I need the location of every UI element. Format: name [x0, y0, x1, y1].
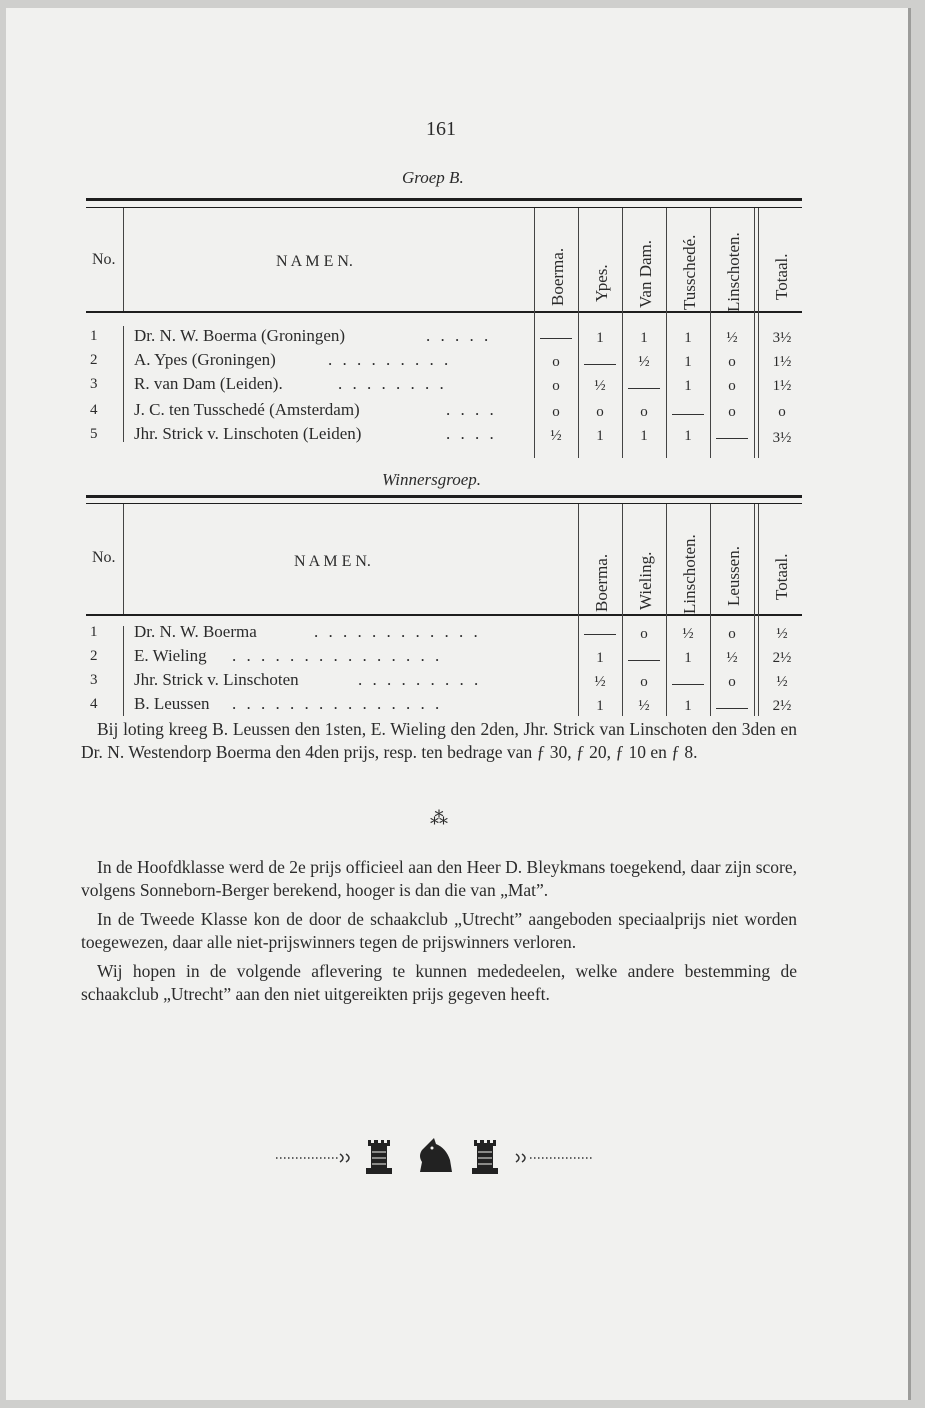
- table-caption: Winnersgroep.: [382, 470, 482, 489]
- col-header-no: No.: [92, 251, 116, 268]
- asterism: ⁂: [430, 808, 448, 828]
- col-header: Linschoten.: [724, 232, 743, 312]
- col-header: Boerma.: [592, 553, 611, 612]
- col-header: Boerma.: [548, 247, 567, 306]
- table-header-rule: [86, 614, 802, 616]
- table-top-rule-thin: [86, 503, 802, 504]
- page-number: 161: [426, 118, 456, 140]
- col-header: Totaal.: [772, 253, 791, 300]
- paragraph-closing: Wij hopen in de volgende aflevering te kunnen mededeelen, welke andere bestemming de schaakclub „Utrecht” aan den niet uitgereikten prijs gegeven heeft.: [81, 961, 797, 1004]
- table-top-rule: [86, 198, 802, 201]
- col-header: Wieling.: [636, 551, 655, 610]
- rook-icon: [366, 1140, 392, 1174]
- table-top-rule-thin: [86, 207, 802, 208]
- col-header-namen: N A M E N.: [294, 553, 371, 570]
- col-header-namen: N A M E N.: [276, 253, 353, 270]
- paragraph-hoofdklasse: In de Hoofdklasse werd de 2e prijs officieel aan den Heer D. Bleykmans toegekend, daar zijn score, volgens Sonneborn-Berger berekend, hooger is dan die van „Mat”.: [81, 857, 797, 900]
- col-header: Totaal.: [772, 553, 791, 600]
- col-header-no: No.: [92, 549, 116, 566]
- rook-icon: [472, 1140, 498, 1174]
- chess-ornament: [276, 1136, 596, 1176]
- table-header-rule: [86, 311, 802, 313]
- col-header: Ypes.: [592, 264, 611, 302]
- paragraph-prizes: Bij loting kreeg B. Leussen den 1sten, E. Wieling den 2den, Jhr. Strick van Linschoten den 3den en Dr. N. Westendorp Boerma den 4den prijs, resp. ten bedrage van ƒ 30, ƒ 20, ƒ 10 en ƒ 8.: [81, 719, 797, 762]
- page: 161 Groep B. No. N A M E N. Boerma. Ypes. Van Dam. Tusschedé. Linschoten. Totaal. 1 Dr. N. W. Boerma (Groningen) . . . . . 1 1 1 ½ 3½ 2 A. Ypes (Groningen) . . . . . . . . . o ½ 1 o 1½ 3 R. van Dam (Leiden). . . . . . . . . o ½ 1 o 1½ 4 J. C. ten Tusschedé (Amsterdam) . . . . o o o o o 5 Jhr. Strick v. Linschoten (Leiden) . . . . ½ 1 1 1 3½ Winnersgroep. No. N A M E N. Boerma. Wieling. Linschoten. Leussen. Totaal. 1 Dr. N. W. Boerma . . . . . . . . . . . . o ½ o ½ 2 E. Wieling . . . . . . . . . . . . . . . 1 1 ½ 2½ 3 Jhr. Strick v. Linschoten . . . . . . . . . ½ o o ½ 4 B. Leussen . . . . . . . . . . . . . . . 1 ½ 1 2½ Bij loting kreeg B. Leussen den 1sten, E. Wieling den 2den, Jhr. Strick van Linschoten den 3den en Dr. N. Westendorp Boerma den 4den prijs, resp. ten bedrage van ƒ 30, ƒ 20, ƒ 10 en ƒ 8. ⁂ In de Hoofdklasse werd de 2e prijs officieel aan den Heer D. Bleykmans toegekend, daar zijn score, volgens Sonneborn-Berger berekend, hooger is dan die van „Mat”. In de Tweede Klasse kon de door de schaakclub „Utrecht” aangeboden speciaalprijs niet worden toegewezen, daar alle niet-prijswinners tegen de prijswinners verloren. Wij hopen in de volgende aflevering te kunnen mededeelen, welke andere bestemming de schaakclub „Utrecht” aan den niet uitgereikten prijs gegeven heeft.: [6, 8, 911, 1400]
- table-caption: Groep B.: [402, 168, 464, 187]
- col-header: Linschoten.: [680, 534, 699, 614]
- col-header: Van Dam.: [636, 240, 655, 308]
- dotted-rule-right-icon: [516, 1154, 592, 1162]
- col-header: Leussen.: [724, 546, 743, 606]
- paragraph-tweede-klasse: In de Tweede Klasse kon de door de schaakclub „Utrecht” aangeboden speciaalprijs niet worden toegewezen, daar alle niet-prijswinners tegen de prijswinners verloren.: [81, 909, 797, 952]
- knight-icon: [420, 1138, 452, 1172]
- paragraph-body: [81, 856, 797, 1006]
- col-header: Tusschedé.: [680, 234, 699, 310]
- table-top-rule: [86, 495, 802, 498]
- dotted-rule-left-icon: [276, 1154, 349, 1162]
